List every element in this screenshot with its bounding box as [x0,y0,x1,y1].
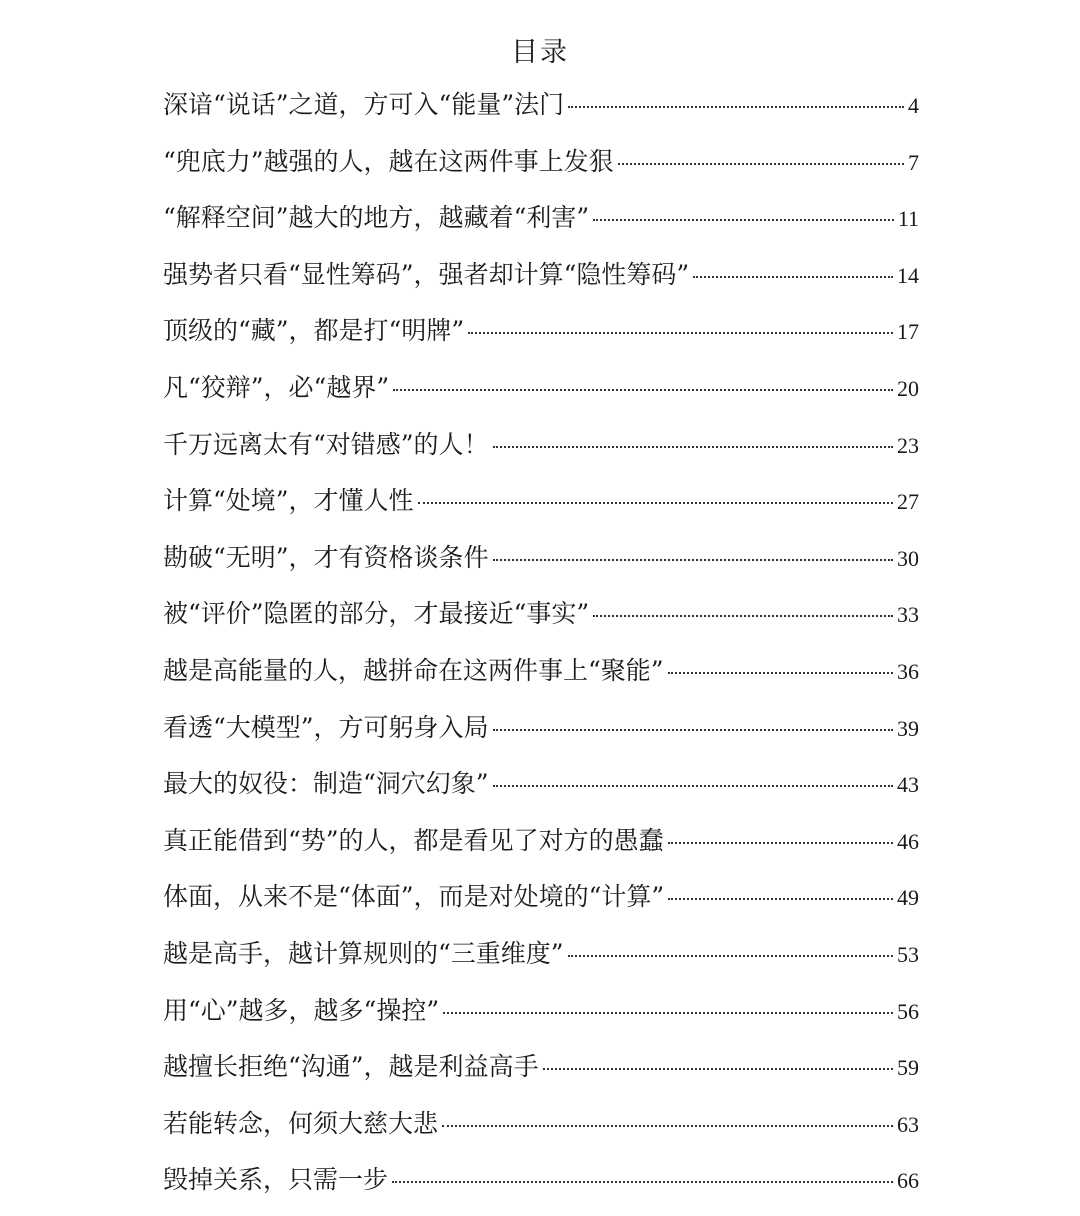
toc-entry-page-number: 36 [897,658,919,684]
toc-entry [163,84,919,141]
toc-entry-page-number: 30 [897,545,919,571]
toc-entry-title: 体面，从来不是“体面”，而是对处境的“计算” [163,882,665,912]
toc-entry [163,197,919,254]
dot-leader [468,332,893,334]
toc-entry-page-number: 17 [897,319,919,345]
toc-entry [163,310,919,367]
toc-entry-title: 看透“大模型”，方可躬身入局 [163,712,489,742]
toc-entry-page-number: 46 [897,828,919,854]
dot-leader [443,1012,893,1014]
toc-entry-page-number: 66 [897,1168,919,1194]
toc-entry [163,424,919,481]
toc-entry-page-number: 33 [897,602,919,628]
dot-leader [568,955,893,957]
toc-entry [163,480,919,537]
dot-leader [493,446,893,448]
toc-entry [163,876,919,933]
toc-entry-page-number: 14 [897,262,919,288]
dot-leader [618,163,904,165]
page-title: 目录 [511,37,569,68]
dot-leader [493,729,893,731]
toc-entry-page-number: 59 [897,1055,919,1081]
dot-leader [543,1068,893,1070]
dot-leader [693,276,893,278]
dot-leader [668,842,893,844]
toc-entry-title: “解释空间”越大的地方，越藏着“利害” [163,203,590,233]
toc-entry-title: 若能转念，何须大慈大悲 [163,1108,439,1138]
dot-leader [418,502,893,504]
toc-entry [163,820,919,877]
toc-entry-page-number: 27 [897,489,919,515]
toc-entry-title: 越擅长拒绝“沟通”，越是利益高手 [163,1052,539,1082]
toc-entry [163,537,919,594]
dot-leader [442,1125,893,1127]
toc-entry [163,141,919,198]
toc-entry-title: 毁掉关系，只需一步 [163,1165,389,1195]
dot-leader [593,615,893,617]
table-of-contents [163,84,919,1216]
dot-leader [392,1181,893,1183]
toc-entry [163,1159,919,1216]
toc-entry-title: 真正能借到“势”的人，都是看见了对方的愚蠢 [163,825,664,855]
toc-entry [163,1103,919,1160]
toc-entry [163,254,919,311]
toc-entry-page-number: 11 [897,206,919,232]
dot-leader [393,389,893,391]
dot-leader [668,672,893,674]
toc-entry-page-number: 39 [897,715,919,741]
toc-entry-page-number: 43 [897,772,919,798]
toc-entry-title: 越是高手，越计算规则的“三重维度” [163,938,564,968]
toc-entry-title: 用“心”越多，越多“操控” [163,995,440,1025]
toc-entry-title: 被“评价”隐匿的部分，才最接近“事实” [163,599,590,629]
toc-entry-page-number: 49 [897,885,919,911]
dot-leader [493,559,893,561]
toc-entry-page-number: 20 [897,375,919,401]
toc-entry [163,367,919,424]
toc-entry-page-number: 23 [897,432,919,458]
toc-entry-page-number: 63 [897,1111,919,1137]
toc-entry-title: 越是高能量的人，越拼命在这两件事上“聚能” [163,655,664,685]
toc-entry [163,990,919,1047]
dot-leader [493,785,893,787]
toc-entry-page-number: 7 [908,149,919,175]
toc-entry-page-number: 4 [908,93,919,118]
toc-entry-title: “兜底力”越强的人，越在这两件事上发狠 [163,146,614,176]
toc-entry [163,933,919,990]
toc-entry-title: 最大的奴役：制造“洞穴幻象” [163,769,489,799]
toc-entry-title: 深谙“说话”之道，方可入“能量”法门 [163,90,565,119]
toc-entry-title: 千万远离太有“对错感”的人！ [163,429,489,459]
dot-leader [593,219,894,221]
toc-entry-title: 强势者只看“显性筹码”，强者却计算“隐性筹码” [163,259,690,289]
toc-entry [163,763,919,820]
toc-entry-title: 计算“处境”，才懂人性 [163,486,414,516]
toc-entry-title: 顶级的“藏”，都是打“明牌” [163,316,465,346]
toc-entry [163,707,919,764]
toc-entry-page-number: 53 [897,941,919,967]
dot-leader [668,898,893,900]
toc-entry [163,650,919,707]
toc-entry [163,1046,919,1103]
toc-entry-title: 凡“狡辩”，必“越界” [163,372,390,402]
toc-entry-title: 勘破“无明”，才有资格谈条件 [163,542,489,572]
toc-entry-page-number: 56 [897,998,919,1024]
toc-entry [163,593,919,650]
dot-leader [568,106,904,108]
